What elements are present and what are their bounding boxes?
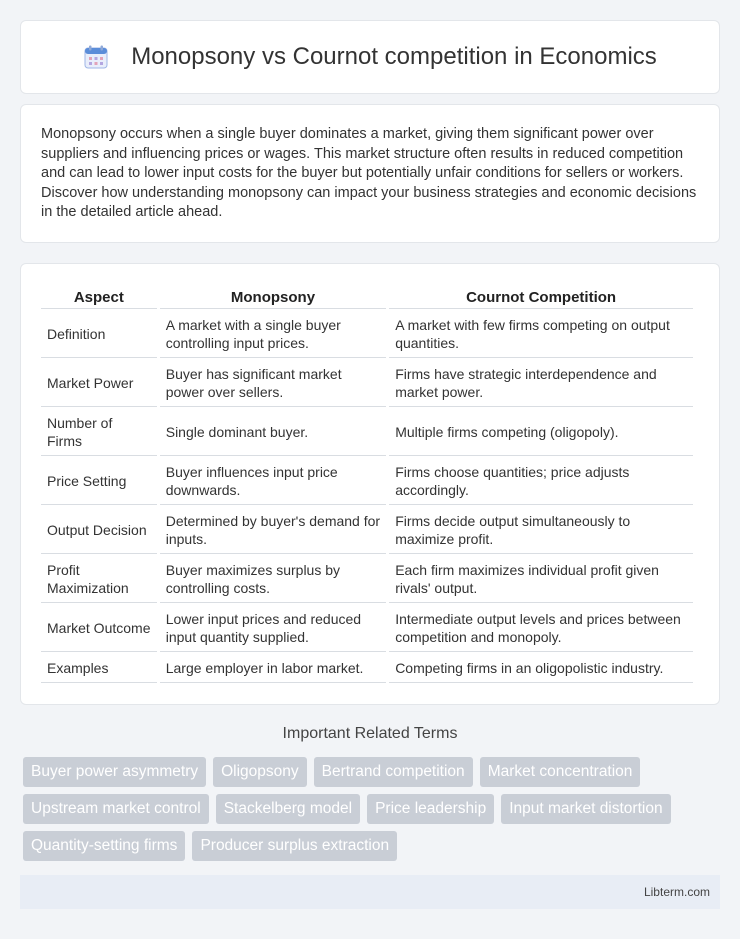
header-card	[20, 20, 720, 94]
table-cell-aspect: Definition	[41, 309, 157, 358]
related-term-tag[interactable]: Producer surplus extraction	[192, 831, 397, 861]
table-cell-cournot: Multiple firms competing (oligopoly).	[389, 407, 693, 456]
related-term-tag[interactable]: Oligopsony	[213, 757, 307, 787]
table-cell-aspect: Price Setting	[41, 456, 157, 505]
table-cell-cournot: Firms choose quantities; price adjusts accordingly.	[389, 456, 693, 505]
table-row	[41, 505, 693, 554]
comparison-table-card	[20, 263, 720, 705]
table-row	[41, 358, 693, 407]
related-terms-title: Important Related Terms	[282, 725, 458, 742]
table-cell-cournot: Each firm maximizes individual profit given rivals' output.	[389, 554, 693, 603]
table-cell-aspect: Market Outcome	[41, 603, 157, 652]
footer-site-link[interactable]: Libterm.com	[643, 885, 710, 899]
page-title: Monopsony vs Cournot competition in Economics	[131, 43, 657, 70]
table-row	[41, 652, 693, 683]
table-cell-cournot: A market with few firms competing on output quantities.	[389, 309, 693, 358]
table-row	[41, 309, 693, 358]
related-term-tag[interactable]: Stackelberg model	[216, 794, 360, 824]
calendar-icon	[83, 44, 109, 70]
table-row	[41, 603, 693, 652]
related-term-tag[interactable]: Bertrand competition	[314, 757, 473, 787]
related-term-tag[interactable]: Market concentration	[480, 757, 641, 787]
related-term-tag[interactable]: Price leadership	[367, 794, 494, 824]
footer	[20, 875, 720, 909]
intro-text: Monopsony occurs when a single buyer dominates a market, giving them significant power over suppliers and influencing prices or wages. This market structure often results in reduced competition and can lead to lower input costs for the buyer but potentially unfair conditions for sellers or workers. Discover how understanding monopsony can impact your business strategies and economic decisions in the detailed article ahead.	[41, 126, 697, 221]
related-terms-list	[23, 757, 723, 861]
table-cell-monopsony: Buyer has significant market power over sellers.	[160, 358, 386, 407]
table-cell-aspect: Examples	[41, 652, 157, 683]
table-cell-monopsony: Buyer influences input price downwards.	[160, 456, 386, 505]
table-cell-monopsony: Single dominant buyer.	[160, 407, 386, 456]
related-term-tag[interactable]: Upstream market control	[23, 794, 209, 824]
table-cell-monopsony: Lower input prices and reduced input quantity supplied.	[160, 603, 386, 652]
table-cell-aspect: Output Decision	[41, 505, 157, 554]
comparison-table	[38, 284, 696, 683]
related-term-tag[interactable]: Buyer power asymmetry	[23, 757, 206, 787]
table-cell-aspect: Profit Maximization	[41, 554, 157, 603]
related-term-tag[interactable]: Input market distortion	[501, 794, 670, 824]
table-row	[41, 456, 693, 505]
table-header-row	[41, 284, 693, 309]
related-term-tag[interactable]: Quantity-setting firms	[23, 831, 185, 861]
table-cell-cournot: Firms decide output simultaneously to maximize profit.	[389, 505, 693, 554]
table-cell-monopsony: Large employer in labor market.	[160, 652, 386, 683]
column-header-monopsony: Monopsony	[160, 284, 386, 309]
table-cell-monopsony: Buyer maximizes surplus by controlling costs.	[160, 554, 386, 603]
table-cell-cournot: Firms have strategic interdependence and market power.	[389, 358, 693, 407]
column-header-aspect: Aspect	[41, 284, 157, 309]
table-cell-monopsony: Determined by buyer's demand for inputs.	[160, 505, 386, 554]
table-cell-monopsony: A market with a single buyer controlling input prices.	[160, 309, 386, 358]
column-header-cournot: Cournot Competition	[389, 284, 693, 309]
table-row	[41, 554, 693, 603]
intro-card	[20, 104, 720, 243]
table-cell-aspect: Number of Firms	[41, 407, 157, 456]
table-cell-cournot: Intermediate output levels and prices between competition and monopoly.	[389, 603, 693, 652]
table-cell-aspect: Market Power	[41, 358, 157, 407]
table-cell-cournot: Competing firms in an oligopolistic industry.	[389, 652, 693, 683]
table-row	[41, 407, 693, 456]
